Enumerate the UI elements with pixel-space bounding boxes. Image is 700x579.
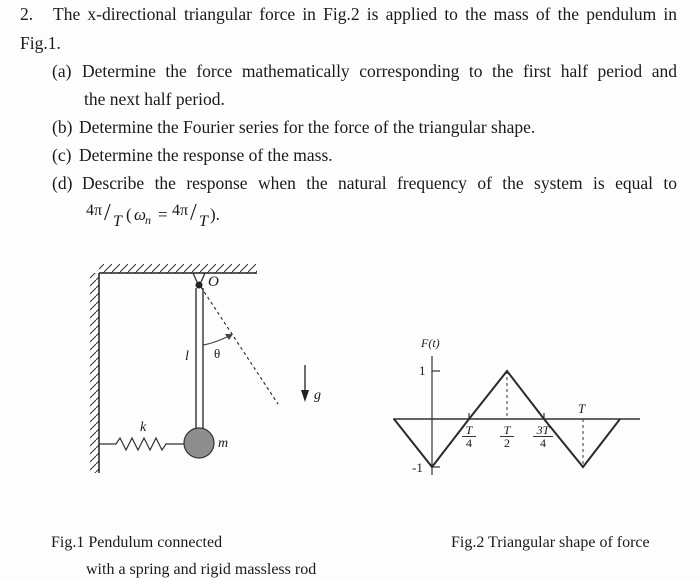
fig1-caption-line1: Fig.1 Pendulum connected: [51, 534, 223, 551]
x-tick-T-over-2: [500, 424, 514, 449]
pivot-label: O: [208, 274, 219, 290]
formula-close: ).: [210, 205, 220, 224]
formula-num-2: 4π: [172, 202, 189, 219]
spring-label: k: [140, 420, 147, 435]
pendulum-mass: [184, 428, 214, 458]
spring: [99, 438, 184, 450]
part-d-label: (d): [52, 173, 73, 193]
mass-label: m: [218, 436, 229, 451]
formula-slash-1: /: [104, 200, 111, 226]
y-tick-neg-1: -1: [412, 460, 423, 475]
part-a-label: (a): [52, 61, 72, 81]
x-tick-T: T: [578, 401, 586, 416]
problem-intro-line1: The x-directional triangular force in Fig.2 is applied to the mass of the pendulum in: [53, 4, 677, 24]
tick-num: 3T: [533, 424, 553, 437]
gravity-arrow-icon: [301, 365, 309, 402]
tick-den: 4: [540, 436, 546, 450]
formula-slash-2: /: [190, 200, 197, 226]
problem-intro-line2: Fig.1.: [20, 33, 61, 53]
pivot-bracket: [193, 273, 205, 289]
ceiling-support: [99, 264, 257, 273]
formula-num-1: 4π: [86, 202, 103, 219]
fig1-caption-line2: with a spring and rigid massless rod: [86, 561, 317, 578]
part-d-line1: Describe the response when the natural frequency of the system is equal to: [82, 173, 677, 193]
formula-omega-sub: n: [145, 213, 151, 227]
fig2-caption: Fig.2 Triangular shape of force: [451, 534, 650, 551]
x-tick-T-over-4: [462, 424, 476, 449]
fig1-pendulum-diagram: [90, 264, 309, 473]
part-c-line1: Determine the response of the mass.: [79, 145, 333, 165]
displaced-position-dashed-line: [201, 287, 278, 404]
part-a-line2: the next half period.: [84, 89, 225, 109]
wall-support: [90, 273, 99, 473]
part-b-line1: Determine the Fourier series for the force of the triangular shape.: [79, 117, 536, 137]
gravity-label: g: [314, 388, 321, 403]
formula-den-2: T: [199, 213, 208, 230]
tick-den: 2: [504, 436, 510, 450]
length-label: l: [185, 349, 189, 364]
angle-label: θ: [214, 346, 221, 361]
x-tick-3T-over-4: [533, 424, 553, 449]
part-b-label: (b): [52, 117, 73, 137]
part-c-label: (c): [52, 145, 72, 165]
fig2-triangular-force-chart: [393, 356, 640, 475]
tick-num: T: [500, 424, 514, 437]
formula-equals: =: [158, 205, 168, 224]
formula-omega: ω: [134, 205, 147, 224]
part-a-line1: Determine the force mathematically corresponding to the first half period and: [82, 61, 677, 81]
rigid-rod: [196, 288, 203, 430]
problem-number: 2.: [20, 4, 34, 24]
y-tick-pos-1: 1: [419, 363, 426, 378]
y-axis-label: F(t): [421, 336, 440, 350]
formula-open-paren: (: [126, 205, 132, 224]
formula-den-1: T: [113, 213, 122, 230]
angle-arc-arrow: [203, 334, 233, 345]
tick-num: T: [462, 424, 476, 437]
tick-den: 4: [466, 436, 472, 450]
